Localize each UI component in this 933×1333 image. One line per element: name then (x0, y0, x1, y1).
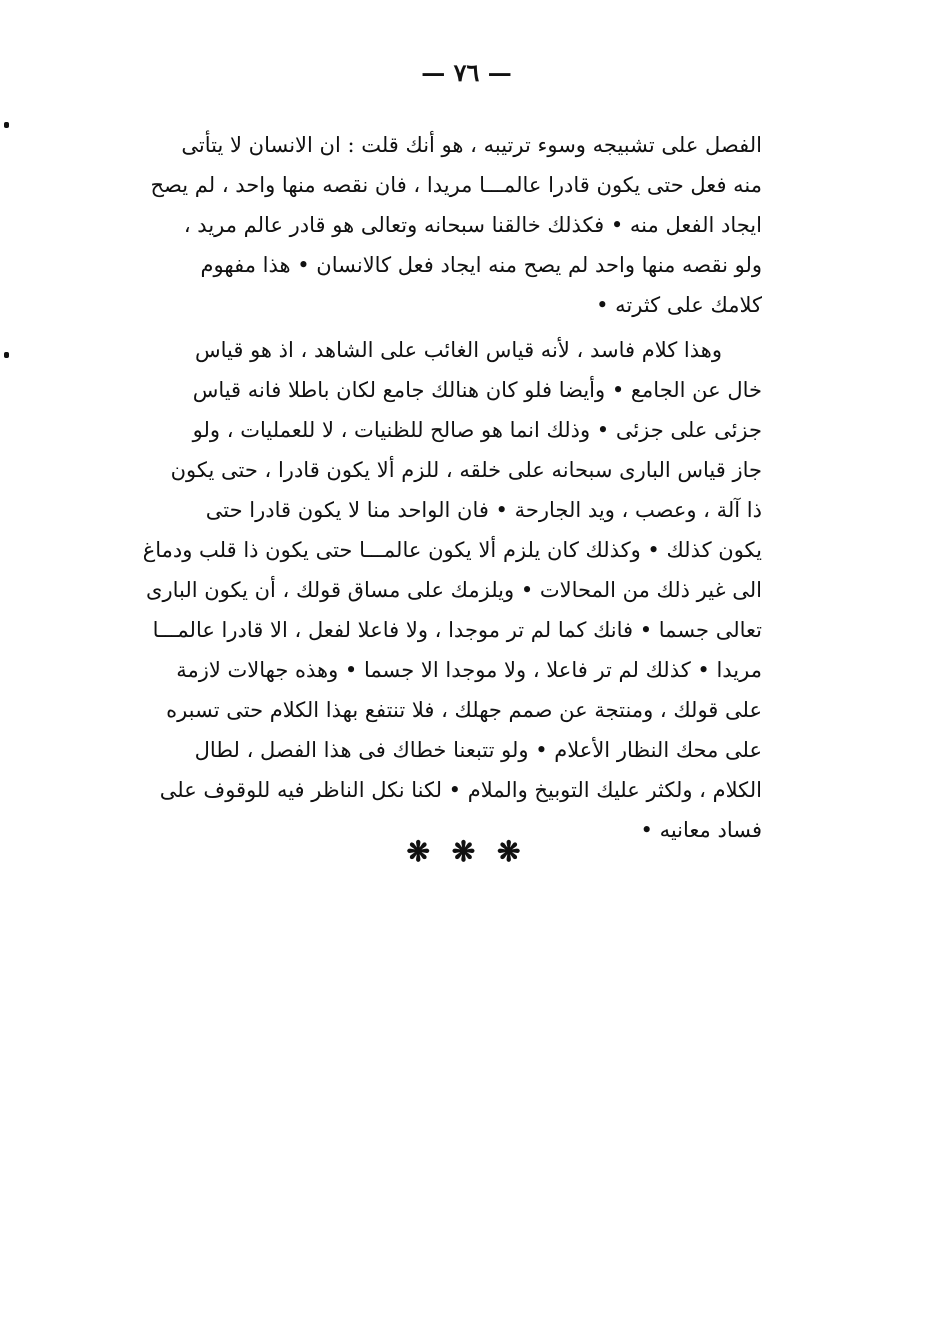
margin-mark (4, 352, 9, 358)
text-line: على محك النظار الأعلام • ولو تتبعنا خطاك فى هذا الفصل ، لطال (194, 738, 762, 762)
text-line: الفصل على تشبيجه وسوء ترتيبه ، هو أنك قلت : ان الانسان لا يتأتى (181, 133, 762, 157)
paragraph-2 (92, 330, 762, 850)
text-line: وهذا كلام فاسد ، لأنه قياس الغائب على الشاهد ، اذ هو قياس (195, 338, 722, 362)
text-line: فساد معانيه • (640, 818, 762, 842)
text-line: خال عن الجامع • وأيضا فلو كان هنالك جامع لكان باطلا فانه قياس (192, 378, 762, 402)
text-line: على قولك ، ومنتجة عن صمم جهلك ، فلا تنتفع بهذا الكلام حتى تسبره (166, 698, 762, 722)
page-number: — ٧٦ — (421, 58, 512, 87)
text-line: ايجاد الفعل منه • فكذلك خالقنا سبحانه وتعالى هو قادر عالم مريد ، (183, 213, 762, 237)
text-line: الكلام ، ولكثر عليك التوبيخ والملام • لكنا نكل الناظر فيه للوقوف على (159, 778, 762, 802)
margin-mark (4, 122, 9, 128)
text-line: الى غير ذلك من المحالات • ويلزمك على مساق قولك ، أن يكون البارى (146, 578, 762, 602)
text-line: كلامك على كثرته • (596, 293, 762, 317)
text-line: ولو نقصه منها واحد لم يصح منه ايجاد فعل كالانسان • هذا مفهوم (200, 253, 762, 277)
section-separator: ❋ ❋ ❋ (406, 835, 527, 868)
text-line: تعالى جسما • فانك كما لم تر موجدا ، ولا فاعلا لفعل ، الا قادرا عالمـــا (152, 618, 762, 642)
paragraph-1 (92, 125, 762, 325)
text-line: جزئى على جزئى • وذلك انما هو صالح للظنيات ، لا للعمليات ، ولو (192, 418, 762, 442)
text-line: منه فعل حتى يكون قادرا عالمـــا مريدا ، فان نقصه منها واحد ، لم يصح (150, 173, 762, 197)
text-line: مريدا • كذلك لم تر فاعلا ، ولا موجدا الا جسما • وهذه جهالات لازمة (176, 658, 762, 682)
text-line: يكون كذلك • وكذلك كان يلزم ألا يكون عالمـــا حتى يكون ذا قلب ودماغ (142, 538, 762, 562)
text-line: جاز قياس البارى سبحانه على خلقه ، للزم ألا يكون قادرا ، حتى يكون (170, 458, 762, 482)
text-line: ذا آلة ، وعصب ، ويد الجارحة • فان الواحد منا لا يكون قادرا حتى (205, 498, 762, 522)
